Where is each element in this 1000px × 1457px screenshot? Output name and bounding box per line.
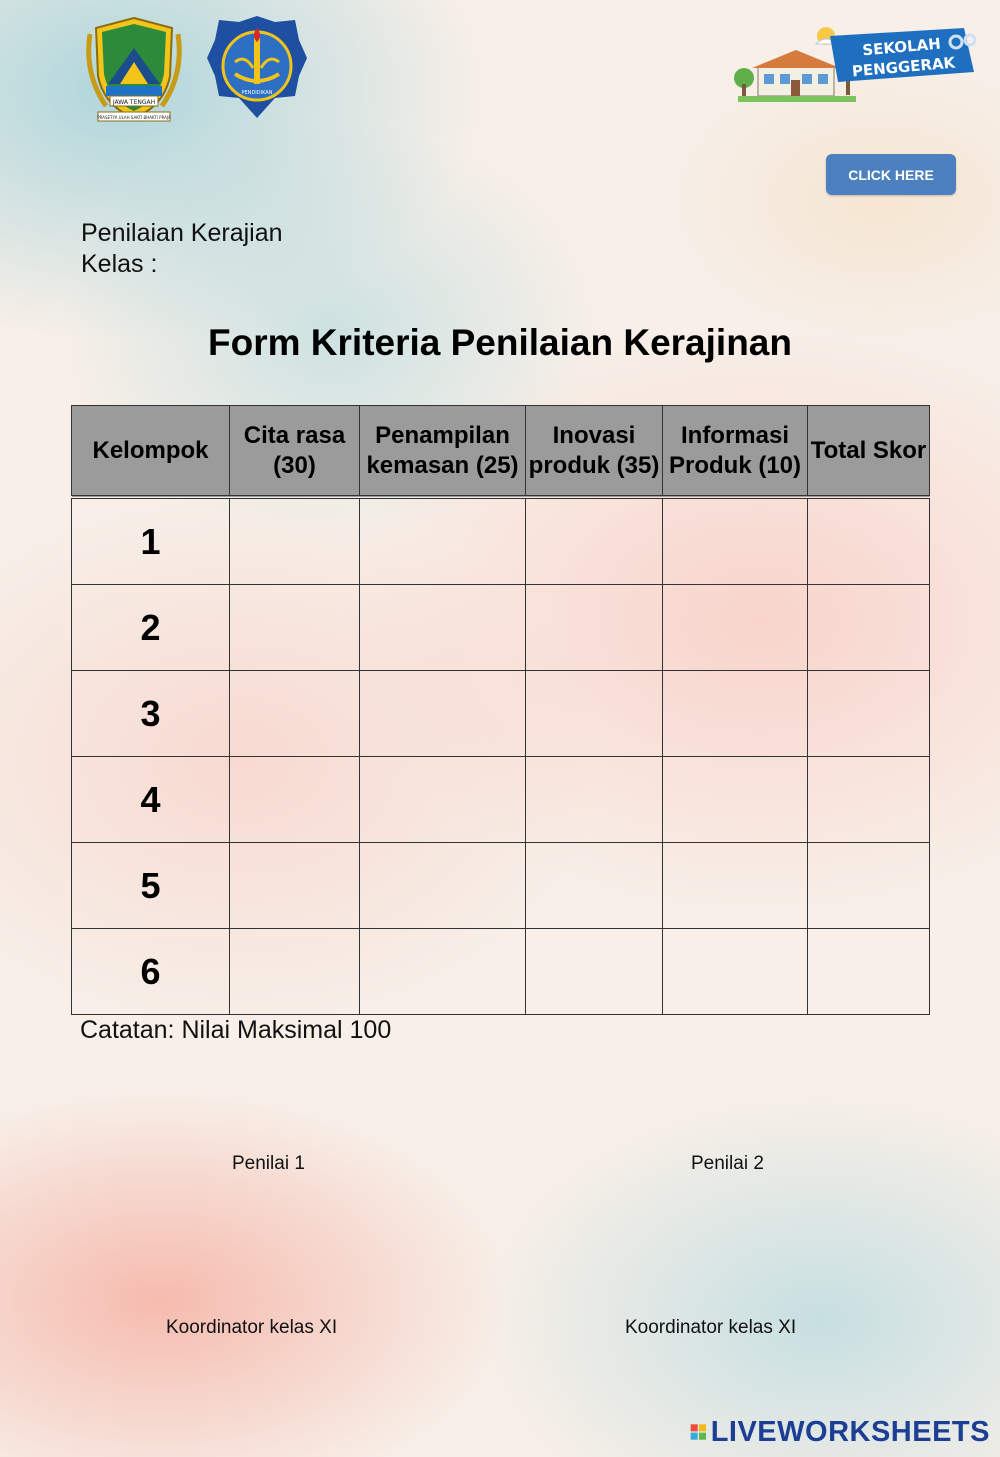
signature-penilai-1: Penilai 1 — [232, 1153, 305, 1174]
score-cell-cita-rasa[interactable] — [230, 843, 360, 929]
score-cell-penampilan-kemasan[interactable] — [360, 843, 526, 929]
table-row — [72, 843, 930, 929]
assessment-table — [71, 405, 930, 1015]
jateng-logo-text: JAWA TENGAH — [112, 99, 156, 106]
jateng-logo-motto: PRASETYA ULAH SAKTI BHAKTI PRAJA — [97, 115, 171, 120]
column-header-penampilan-kemasan: Penampilan kemasan (25) — [360, 406, 526, 498]
score-cell-cita-rasa[interactable] — [230, 929, 360, 1015]
sekolah-penggerak-logo — [730, 22, 980, 112]
score-cell-inovasi-produk[interactable] — [526, 497, 663, 585]
score-cell-penampilan-kemasan[interactable] — [360, 497, 526, 585]
column-header-informasi-produk: Informasi Produk (10) — [663, 406, 808, 498]
score-cell-total-skor[interactable] — [808, 497, 930, 585]
table-row — [72, 671, 930, 757]
score-cell-informasi-produk[interactable] — [663, 497, 808, 585]
table-row — [72, 497, 930, 585]
group-number: 6 — [72, 929, 230, 1015]
signature-koordinator-1: Koordinator kelas XI — [166, 1317, 338, 1338]
education-office-logo — [205, 14, 309, 120]
jawa-tengah-logo — [84, 14, 184, 126]
score-cell-penampilan-kemasan[interactable] — [360, 671, 526, 757]
table-row — [72, 929, 930, 1015]
score-cell-total-skor[interactable] — [808, 843, 930, 929]
score-cell-penampilan-kemasan[interactable] — [360, 757, 526, 843]
score-cell-cita-rasa[interactable] — [230, 757, 360, 843]
page-title: Form Kriteria Penilaian Kerajinan — [208, 322, 792, 363]
table-header-row — [72, 406, 930, 498]
score-cell-informasi-produk[interactable] — [663, 671, 808, 757]
group-number: 3 — [72, 671, 230, 757]
group-number: 5 — [72, 843, 230, 929]
score-cell-informasi-produk[interactable] — [663, 585, 808, 671]
score-cell-total-skor[interactable] — [808, 585, 930, 671]
group-number: 2 — [72, 585, 230, 671]
table-row — [72, 585, 930, 671]
assessment-label: Penilaian Kerajian — [81, 219, 283, 247]
score-cell-cita-rasa[interactable] — [230, 497, 360, 585]
edu-logo-text: PENDIDIKAN — [241, 90, 273, 96]
score-cell-total-skor[interactable] — [808, 671, 930, 757]
click-here-button[interactable]: CLICK HERE — [826, 154, 956, 195]
group-number: 4 — [72, 757, 230, 843]
note-text: Catatan: Nilai Maksimal 100 — [80, 1016, 392, 1044]
signature-koordinator-2: Koordinator kelas XI — [625, 1317, 797, 1338]
score-cell-informasi-produk[interactable] — [663, 757, 808, 843]
penggerak-text: PENGGERAK — [851, 53, 956, 81]
score-cell-penampilan-kemasan[interactable] — [360, 929, 526, 1015]
liveworksheets-text: LIVEWORKSHEETS — [710, 1415, 990, 1448]
column-header-inovasi-produk: Inovasi produk (35) — [526, 406, 663, 498]
class-label: Kelas : — [81, 250, 158, 278]
score-cell-cita-rasa[interactable] — [230, 671, 360, 757]
signature-penilai-2: Penilai 2 — [691, 1153, 764, 1174]
score-cell-inovasi-produk[interactable] — [526, 671, 663, 757]
liveworksheets-icon — [690, 1419, 707, 1445]
column-header-kelompok: Kelompok — [72, 406, 230, 498]
group-number: 1 — [72, 497, 230, 585]
score-cell-informasi-produk[interactable] — [663, 929, 808, 1015]
score-cell-inovasi-produk[interactable] — [526, 757, 663, 843]
score-cell-inovasi-produk[interactable] — [526, 929, 663, 1015]
score-cell-total-skor[interactable] — [808, 757, 930, 843]
score-cell-inovasi-produk[interactable] — [526, 843, 663, 929]
score-cell-inovasi-produk[interactable] — [526, 585, 663, 671]
column-header-cita-rasa: Cita rasa (30) — [230, 406, 360, 498]
table-row — [72, 757, 930, 843]
liveworksheets-brand — [690, 1412, 990, 1452]
score-cell-penampilan-kemasan[interactable] — [360, 585, 526, 671]
score-cell-cita-rasa[interactable] — [230, 585, 360, 671]
score-cell-informasi-produk[interactable] — [663, 843, 808, 929]
score-cell-total-skor[interactable] — [808, 929, 930, 1015]
column-header-total-skor: Total Skor — [808, 406, 930, 498]
sekolah-text: SEKOLAH — [861, 34, 942, 60]
